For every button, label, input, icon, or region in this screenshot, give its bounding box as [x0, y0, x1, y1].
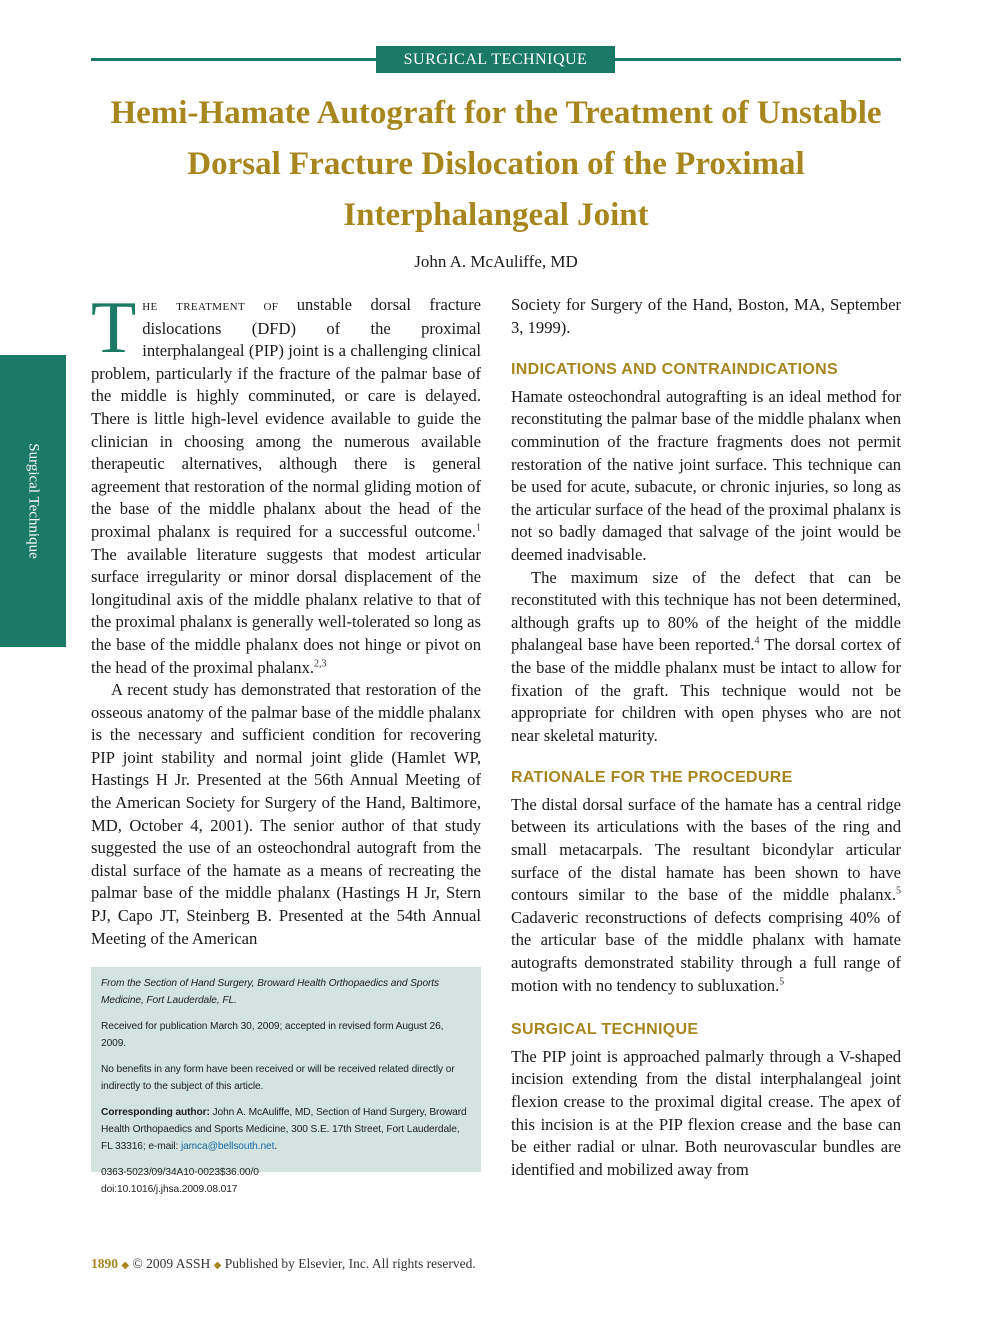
bullet-separator: ◆ [121, 1260, 130, 1271]
issn-line: 0363-5023/09/34A10-0023$36.00/0 [101, 1167, 259, 1178]
intro-smallcaps: he treatment of [142, 298, 279, 314]
reference-marker[interactable]: 5 [896, 885, 901, 897]
heading-surgical-technique: SURGICAL TECHNIQUE [511, 1021, 699, 1039]
intro-paragraph: The treatment of unstable dorsal fracture dislocations (DFD) of the proximal interphalangeal (PIP) joint is a challenging clinical problem, particularly if the fracture of the palmar base of the middle is highly comminuted, or care is delayed. There is little high-level evidence available to guide the clinician in choosing among the numerous available therapeutic alternatives, although there is general agreement that restoration of the normal gliding motion of the base of the middle phalanx about the head of the proximal phalanx is required for a successful outcome.$^1$ The available literature suggests that modest articular surface irregularity or minor dorsal displacement of the longitudinal axis of the middle phalanx relative to that of the proximal phalanx is generally well-tolerated so long as the base of the middle phalanx does not hinge or pivot on the head of the proximal phalanx.$^{2,3}$ [91, 287, 481, 677]
right-column [511, 294, 901, 1181]
section-tag: SURGICAL TECHNIQUE [376, 46, 615, 73]
affiliation-note: From the Section of Hand Surgery, Broward Health Orthopaedics and Sports Medicine, Fort Lauderdale, FL. [101, 978, 440, 1006]
page-number: 1890 [91, 1256, 118, 1271]
body-paragraph: Hamate osteochondral autografting is an ideal method for reconstituting the palmar base of the middle phalanx when comminution of the fracture fragments does not permit restoration of the native joint surface. This technique can be used for acute, subacute, or chronic injuries, so long as the articular surface of the head of the proximal phalanx is not so badly damaged that salvage of the joint would be deemed inadvisable. [511, 386, 901, 564]
article-notes-box [91, 967, 481, 1195]
heading-rationale: RATIONALE FOR THE PROCEDURE [511, 769, 793, 787]
received-note: Received for publication March 30, 2009; accepted in revised form August 26, 2009. [101, 1021, 444, 1049]
reference-marker[interactable]: 4 [754, 635, 760, 647]
left-column [91, 287, 481, 950]
email-link[interactable]: jamca@bellsouth.net [180, 1141, 275, 1152]
bullet-separator: ◆ [213, 1260, 222, 1271]
body-paragraph: The distal dorsal surface of the hamate has a central ridge between its articulations with the bases of the ring and small metacarpals. The resultant bicondylar articular surface of the distal hamate has been shown to have contours similar to the base of the middle phalanx.$^5$ Cadaveric reconstructions of defects comprising 40% of the articular base of the middle phalanx with hamate autografts demonstrated stability through a full range of motion with no tendency to subluxation.$^5$ [511, 794, 901, 995]
drop-cap: T [91, 287, 137, 369]
continued-paragraph: Society for Surgery of the Hand, Boston, MA, September 3, 1999). [511, 295, 901, 337]
side-tab-label: Surgical Technique [25, 443, 42, 559]
page-footer [91, 1256, 476, 1272]
copyright: © 2009 ASSH [132, 1256, 211, 1271]
reference-marker[interactable]: 2,3 [314, 657, 327, 669]
body-paragraph: The PIP joint is approached palmarly through a V-shaped incision extending from the distal interphalangeal joint flexion crease to the proximal digital crease. The apex of this incision is at the PIP flexion crease and the base can be either radial or ulnar. Both neurovascular bundles are identified and mobilized away from [511, 1046, 901, 1179]
side-tab [0, 355, 66, 647]
doi-line: doi:10.1016/j.jhsa.2009.08.017 [101, 1184, 238, 1195]
body-paragraph: A recent study has demonstrated that restoration of the osseous anatomy of the palmar base of the middle phalanx is the necessary and sufficient condition for recovering PIP joint stability and normal joint glide (Hamlet WP, Hastings H Jr. Presented at the 56th Annual Meeting of the American Society for Surgery of the Hand, Baltimore, MD, October 4, 2001). The senior author of that study suggested the use of an osteochondral autograft from the distal surface of the hamate as a means of recreating the palmar base of the middle phalanx (Hastings H Jr, Stern PJ, Capo JT, Steinberg B. Presented at the 54th Annual Meeting of the American [91, 680, 481, 948]
corresponding-author-note: Corresponding author: John A. McAuliffe, MD, Section of Hand Surgery, Broward Health Orthopaedics and Sports Medicine, 300 S.E. 17th Street, Fort Lauderdale, FL 33316; e-mail: jamca@bellsouth.net. [101, 1107, 467, 1152]
body-paragraph: The maximum size of the defect that can be reconstituted with this technique has not been determined, although grafts up to 80% of the height of the middle phalangeal base have been reported.$^4$ The dorsal cortex of the base of the middle phalanx must be intact to allow for fixation of the graft. This technique would not be appropriate for children with open physes who are not near skeletal maturity. [511, 567, 901, 745]
benefits-note: No benefits in any form have been received or will be received related directly or indirectly to the subject of this article. [101, 1064, 455, 1092]
publisher-line: Published by Elsevier, Inc. All rights reserved. [224, 1256, 476, 1271]
heading-indications: INDICATIONS AND CONTRAINDICATIONS [511, 361, 838, 379]
article-title: Hemi-Hamate Autograft for the Treatment of Unstable Dorsal Fracture Dislocation of the Proximal Interphalangeal Joint [110, 95, 882, 233]
reference-marker[interactable]: 1 [476, 522, 481, 534]
author-byline: John A. McAuliffe, MD [414, 252, 578, 271]
reference-marker[interactable]: 5 [779, 976, 785, 988]
